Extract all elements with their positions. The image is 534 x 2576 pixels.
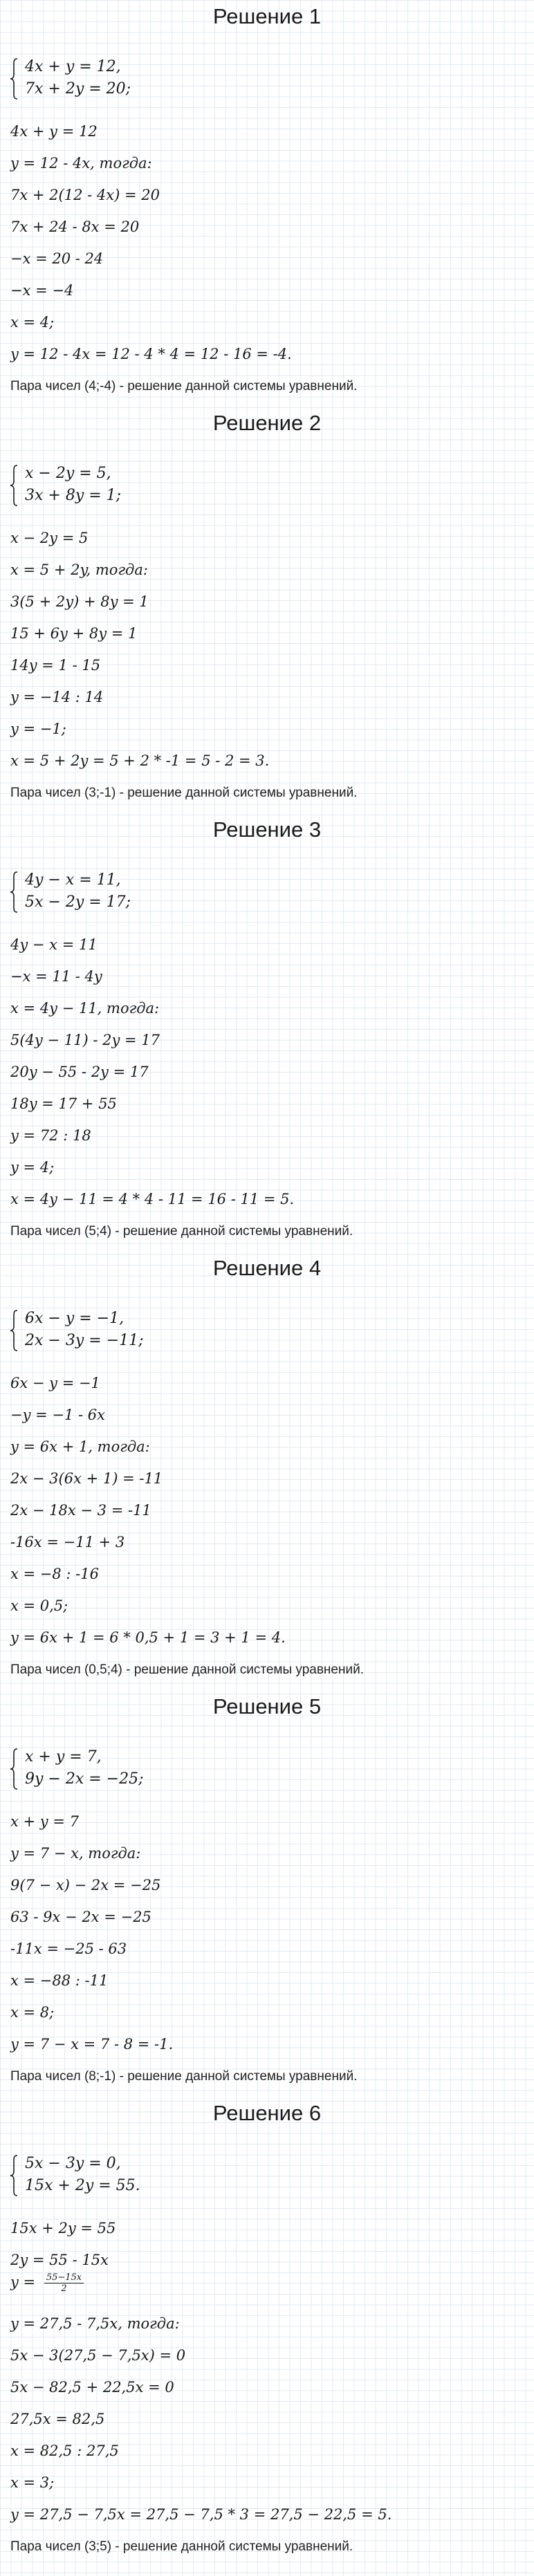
solution-title: Решение 4 — [212, 1256, 322, 1280]
solution-conclusion: Пара чисел (3;-1) - решение данной системы уравнений. — [10, 786, 358, 800]
brace-icon — [10, 2155, 19, 2196]
solution-step: 2x − 18x − 3 = -11 — [10, 1502, 151, 1519]
system-equation-2: 2x − 3y = −11; — [25, 1332, 144, 1349]
solution-step: 7x + 24 - 8x = 20 — [10, 219, 140, 235]
solution-step-fraction — [10, 2272, 84, 2294]
solution-step: y = 72 : 18 — [10, 1127, 91, 1144]
fraction — [44, 2272, 84, 2294]
solution-step: x = 4y − 11 = 4 * 4 - 11 = 16 - 11 = 5. — [10, 1191, 295, 1207]
solution-step: y = 12 - 4x = 12 - 4 * 4 = 12 - 16 = -4. — [10, 346, 292, 362]
solution-step: y = 27,5 − 7,5x = 27,5 − 7,5 * 3 = 27,5 − 22,5 = 5. — [10, 2506, 392, 2523]
fraction-denominator: 2 — [61, 2283, 67, 2294]
solution-step: −x = −4 — [10, 282, 74, 299]
solution-section — [0, 2097, 534, 2576]
solution-conclusion: Пара чисел (0,5;4) - решение данной системы уравнений. — [10, 1662, 364, 1677]
solution-step: 5x − 82,5 + 22,5x = 0 — [10, 2379, 174, 2396]
solution-step: 14y = 1 - 15 — [10, 657, 101, 674]
solution-step: y = 7 − x = 7 - 8 = -1. — [10, 2036, 174, 2053]
system-equation-2: 15x + 2y = 55. — [25, 2177, 140, 2194]
brace-icon — [10, 1310, 19, 1351]
solution-step: x = 4; — [10, 314, 55, 331]
solution-step: 7x + 2(12 - 4x) = 20 — [10, 187, 160, 203]
solution-step: y = 27,5 - 7,5x, тогда: — [10, 2315, 180, 2332]
solution-step: −y = −1 - 6x — [10, 1407, 106, 1423]
solution-title: Решение 1 — [212, 4, 322, 28]
solution-step: -16x = −11 + 3 — [10, 1534, 125, 1550]
solution-step: 20y − 55 - 2y = 17 — [10, 1064, 149, 1080]
solution-section — [0, 407, 534, 835]
solution-step: x = 8; — [10, 2004, 55, 2021]
solution-step: 4x + y = 12 — [10, 123, 98, 140]
solution-title: Решение 5 — [212, 1694, 322, 1718]
solution-step: y = −14 : 14 — [10, 689, 104, 705]
solution-step: y = 4; — [10, 1159, 55, 1176]
system-equation-1: 5x − 3y = 0, — [25, 2155, 121, 2172]
solution-step: y = 7 − x, тогда: — [10, 1845, 141, 1862]
system-equation-1: 6x − y = −1, — [25, 1310, 125, 1327]
solution-step: −x = 20 - 24 — [10, 250, 104, 267]
solution-step: x = 82,5 : 27,5 — [10, 2443, 119, 2459]
solution-step: 5(4y − 11) - 2y = 17 — [10, 1032, 160, 1048]
system-equation-2: 7x + 2y = 20; — [25, 80, 131, 98]
system-equation-2: 9y − 2x = −25; — [25, 1770, 144, 1788]
solution-step: 2y = 55 - 15x — [10, 2252, 109, 2268]
solution-step: x = −88 : -11 — [10, 1972, 109, 1989]
solution-section — [0, 1690, 534, 2119]
solution-title: Решение 2 — [212, 411, 322, 435]
solution-title: Решение 6 — [212, 2101, 322, 2125]
solution-step: 6x − y = −1 — [10, 1375, 100, 1391]
solution-step: x + y = 7 — [10, 1813, 79, 1830]
solution-step: y = 6x + 1 = 6 * 0,5 + 1 = 3 + 1 = 4. — [10, 1629, 286, 1646]
solution-title: Решение 3 — [212, 817, 322, 842]
solution-step: y = 12 - 4x, тогда: — [10, 155, 152, 172]
solution-conclusion: Пара чисел (3;5) - решение данной системы уравнений. — [10, 2539, 353, 2554]
system-equation-1: 4x + y = 12, — [25, 58, 121, 75]
solution-step: 63 - 9x − 2x = −25 — [10, 1909, 151, 1925]
solution-step: 3(5 + 2y) + 8y = 1 — [10, 593, 149, 610]
system-equation-2: 3x + 8y = 1; — [25, 487, 122, 504]
solution-step: x = 3; — [10, 2474, 55, 2491]
system-equation-1: 4y − x = 11, — [25, 871, 121, 889]
solution-section — [0, 0, 534, 429]
fraction-numerator: 55−15x — [44, 2272, 84, 2283]
solution-section — [0, 1252, 534, 1680]
solution-conclusion: Пара чисел (8;-1) - решение данной системы уравнений. — [10, 2069, 358, 2084]
solution-conclusion: Пара чисел (5;4) - решение данной системы уравнений. — [10, 1224, 353, 1239]
solution-step: x = −8 : -16 — [10, 1566, 99, 1582]
brace-icon — [10, 465, 19, 506]
solution-step: y = −1; — [10, 721, 66, 737]
system-equation-1: x − 2y = 5, — [25, 465, 111, 482]
solution-step: 15x + 2y = 55 — [10, 2220, 116, 2236]
brace-icon — [10, 58, 19, 100]
solution-step: y = 6x + 1, тогда: — [10, 1438, 150, 1455]
solution-step: x = 4y − 11, тогда: — [10, 1000, 160, 1017]
solution-step: x = 0,5; — [10, 1597, 68, 1614]
system-equation-1: x + y = 7, — [25, 1748, 102, 1766]
solution-step: x = 5 + 2y = 5 + 2 * -1 = 5 - 2 = 3. — [10, 752, 270, 769]
solution-step: 15 + 6y + 8y = 1 — [10, 625, 138, 642]
solution-step: 18y = 17 + 55 — [10, 1095, 117, 1112]
solution-step: 4y − x = 11 — [10, 936, 98, 953]
solution-step: 5x − 3(27,5 − 7,5x) = 0 — [10, 2347, 186, 2364]
solution-step: 2x − 3(6x + 1) = -11 — [10, 1470, 163, 1487]
solution-step: 9(7 − x) − 2x = −25 — [10, 1877, 161, 1893]
solution-step: 27,5x = 82,5 — [10, 2411, 105, 2427]
system-equation-2: 5x − 2y = 17; — [25, 893, 131, 911]
brace-icon — [10, 1748, 19, 1790]
solution-step: x − 2y = 5 — [10, 530, 89, 546]
fraction-prefix: y = — [10, 2274, 40, 2290]
solution-conclusion: Пара чисел (4;-4) - решение данной системы уравнений. — [10, 379, 358, 393]
solution-section — [0, 813, 534, 1242]
solution-step: −x = 11 - 4y — [10, 968, 102, 985]
solution-step: x = 5 + 2y, тогда: — [10, 562, 148, 578]
solution-step: -11x = −25 - 63 — [10, 1940, 127, 1957]
brace-icon — [10, 871, 19, 913]
